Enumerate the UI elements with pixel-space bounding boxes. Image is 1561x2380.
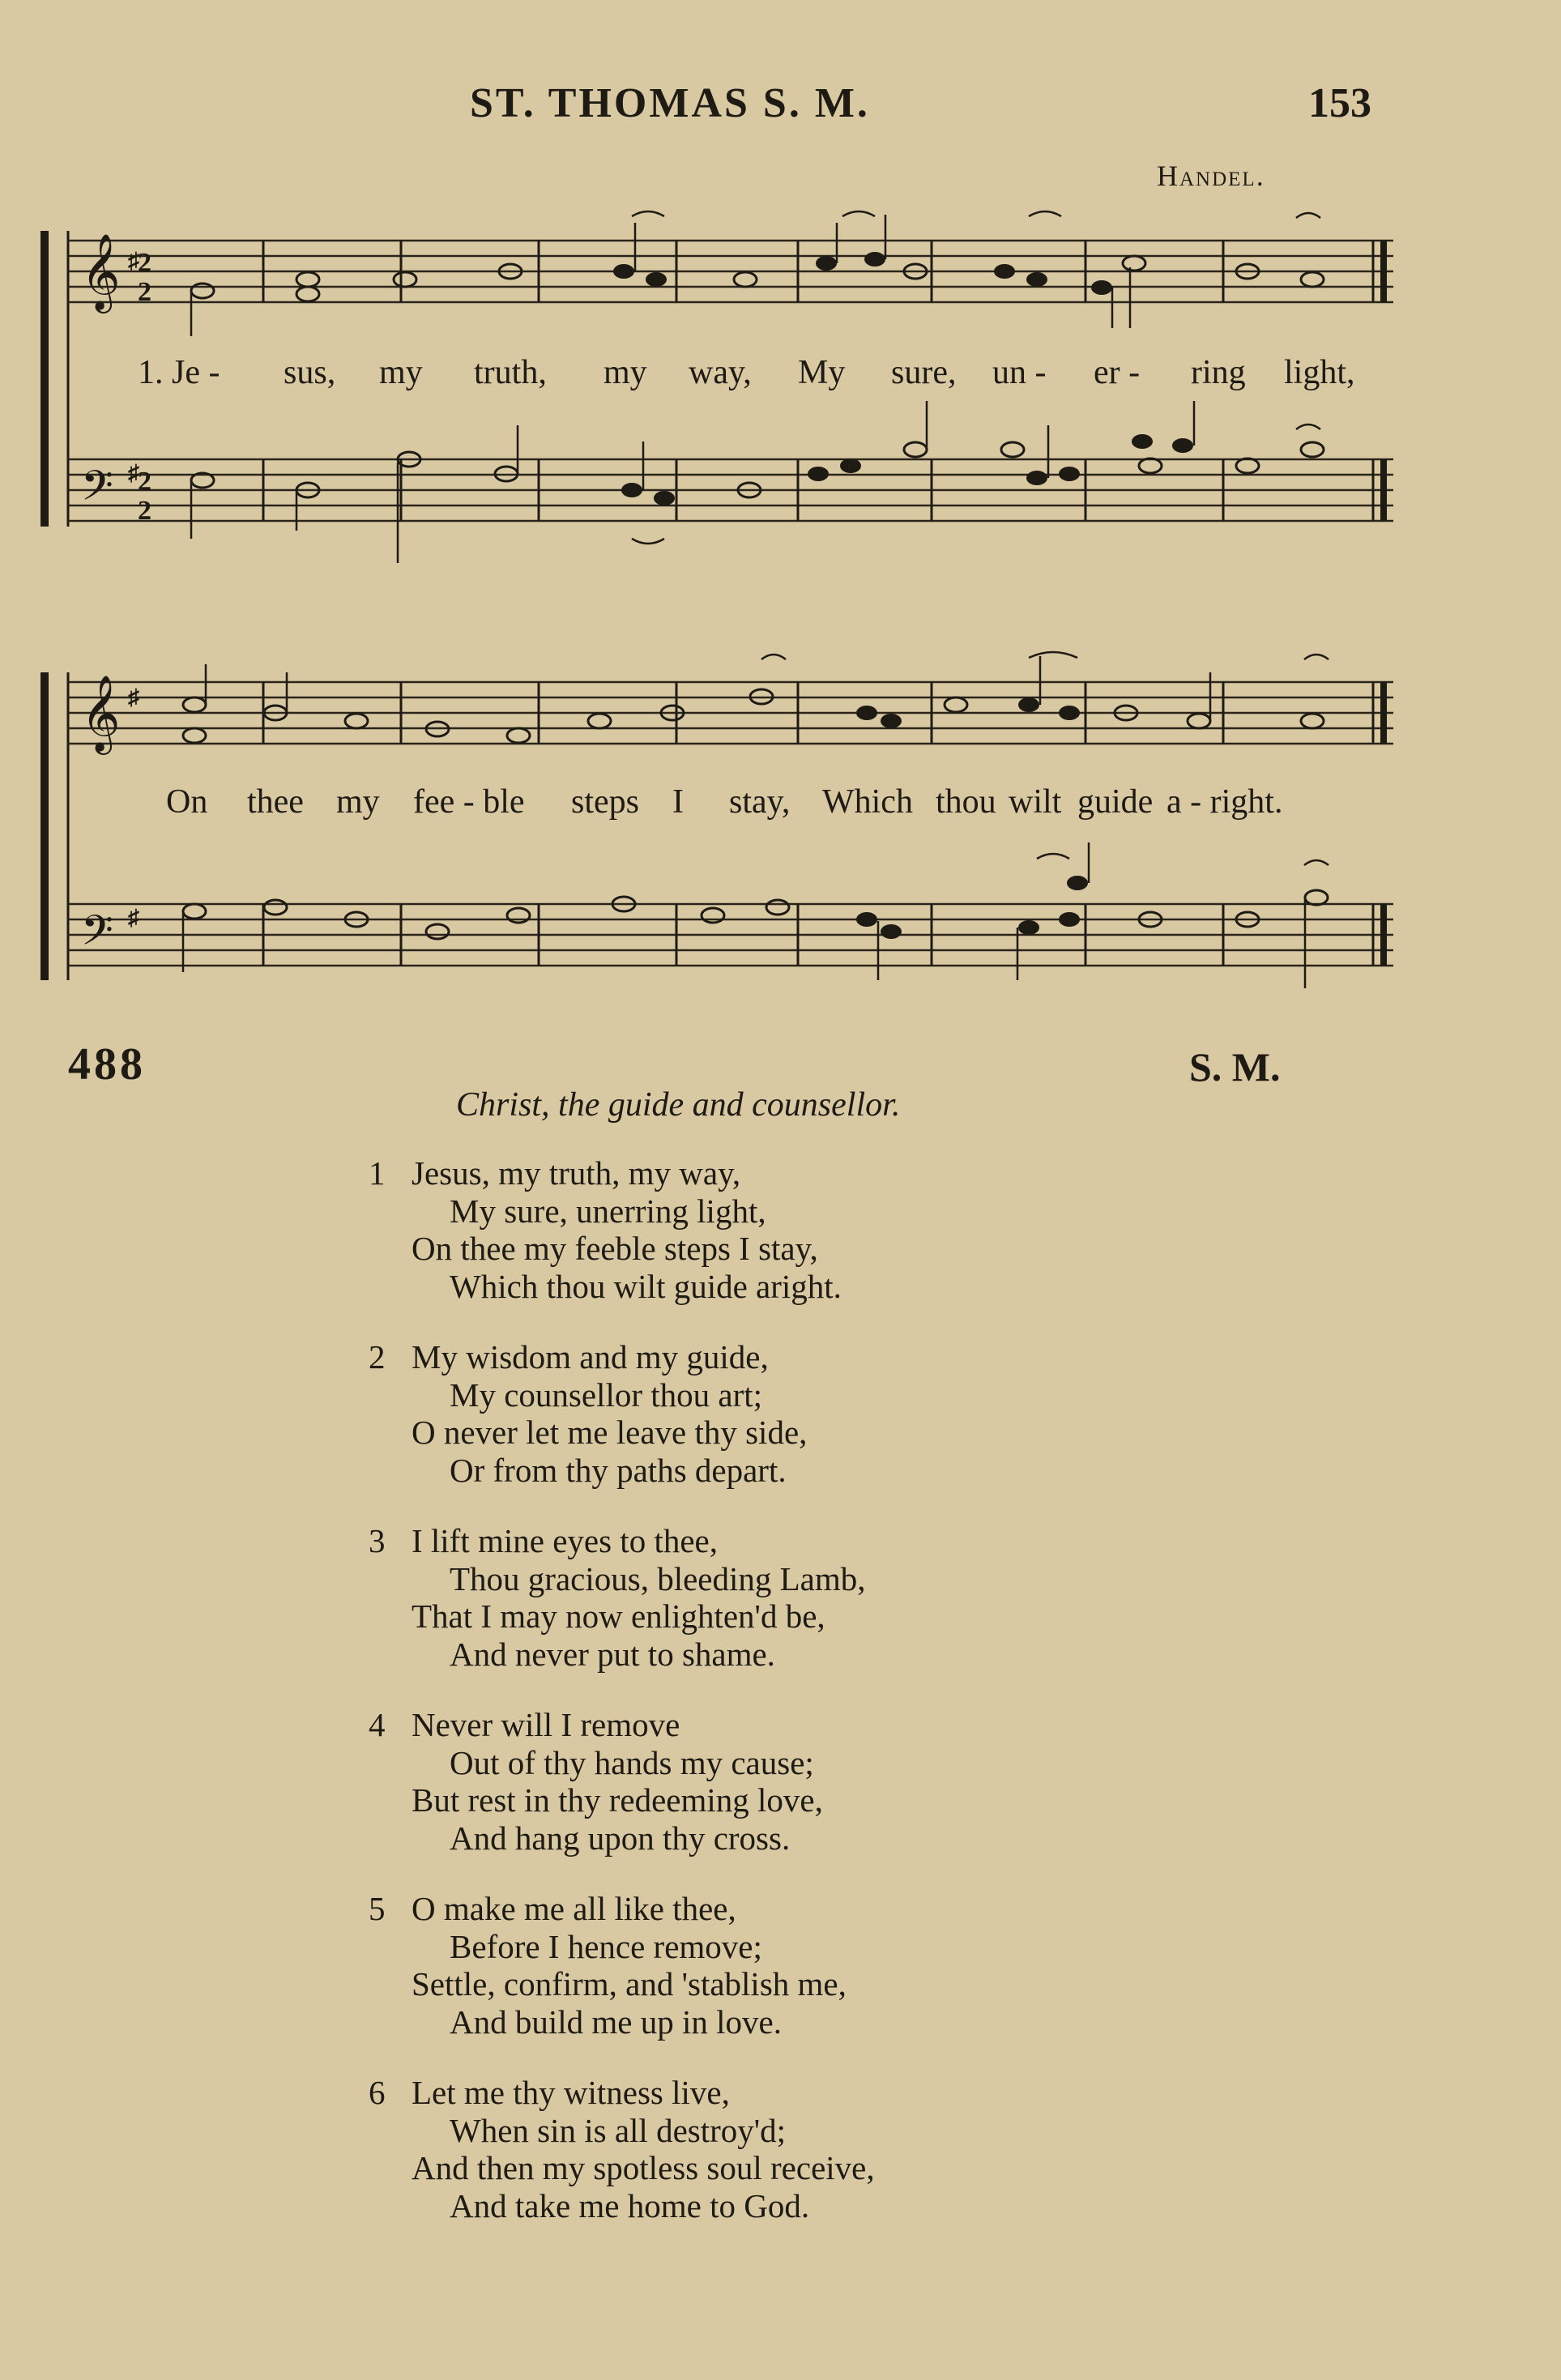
svg-text:sure,: sure, — [891, 354, 957, 391]
svg-text:On: On — [166, 783, 208, 821]
svg-text:fee - ble: fee - ble — [413, 783, 525, 821]
svg-text:♯: ♯ — [128, 685, 139, 710]
verse-line: And hang upon thy cross. — [450, 1819, 791, 1857]
svg-text:My: My — [798, 354, 846, 391]
music-system-1 — [32, 207, 1410, 587]
verse-line: And never put to shame. — [450, 1635, 775, 1673]
svg-text:light,: light, — [1284, 354, 1355, 391]
verse-line: Settle, confirm, and 'stablish me, — [412, 1965, 847, 2003]
verse-number: 3 — [369, 1522, 386, 1559]
verse-line: O make me all like thee, — [412, 1890, 736, 1927]
hymn-subtitle: Christ, the guide and counsellor. — [456, 1086, 901, 1124]
verse-line: My counsellor thou art; — [450, 1376, 763, 1414]
hymn-meter: S. M. — [1189, 1044, 1281, 1090]
svg-text:♯: ♯ — [128, 249, 139, 274]
verse-line: Never will I remove — [412, 1706, 680, 1743]
composer-credit: Handel. — [1157, 160, 1265, 192]
verse-number: 1 — [369, 1154, 386, 1192]
music-system-2 — [32, 640, 1410, 1004]
svg-text:♯: ♯ — [128, 461, 139, 486]
svg-text:thee: thee — [247, 783, 304, 821]
verse-line: Let me thy witness live, — [412, 2074, 730, 2111]
svg-text:steps: steps — [571, 783, 639, 821]
tune-title: ST. THOMAS S. M. — [470, 80, 870, 126]
verse-line: O never let me leave thy side, — [412, 1414, 808, 1451]
svg-text:𝄞: 𝄞 — [81, 235, 121, 309]
verse-number: 5 — [369, 1890, 386, 1927]
verse-line: Out of thy hands my cause; — [450, 1743, 814, 1781]
verse-line: My sure, unerring light, — [450, 1192, 766, 1230]
verse-line: Or from thy paths depart. — [450, 1451, 787, 1489]
svg-text:truth,: truth, — [474, 354, 547, 391]
svg-text:Which: Which — [822, 783, 913, 821]
svg-text:stay,: stay, — [729, 783, 791, 821]
svg-text:2: 2 — [138, 467, 151, 497]
svg-text:𝄢: 𝄢 — [81, 909, 113, 964]
svg-text:guide: guide — [1077, 783, 1154, 821]
verse-6 — [369, 2074, 1098, 2224]
svg-text:1. Je -: 1. Je - — [138, 354, 220, 391]
verse-number: 6 — [369, 2074, 386, 2111]
lyrics-line-2 — [166, 783, 1282, 821]
verse-line: When sin is all destroy'd; — [450, 2111, 787, 2149]
svg-text:sus,: sus, — [284, 354, 336, 391]
svg-text:thou: thou — [936, 783, 996, 821]
verse-line: But rest in thy redeeming love, — [412, 1781, 823, 1819]
verse-line: And then my spotless soul receive, — [412, 2149, 875, 2186]
verse-line: Before I hence remove; — [450, 1927, 762, 1965]
svg-text:𝄞: 𝄞 — [81, 676, 121, 750]
verse-line: And take me home to God. — [450, 2186, 810, 2224]
svg-text:wilt: wilt — [1009, 783, 1062, 821]
svg-text:♯: ♯ — [128, 906, 139, 931]
hymn-verses — [369, 1154, 1098, 2258]
verse-4 — [369, 1706, 1098, 1857]
staff-notation-2 — [32, 640, 1410, 1004]
staff-notation-1 — [32, 207, 1410, 587]
verse-5 — [369, 1890, 1098, 2041]
verse-number: 2 — [369, 1338, 386, 1376]
verse-line: I lift mine eyes to thee, — [412, 1522, 718, 1559]
verse-line: That I may now enlighten'd be, — [412, 1597, 825, 1635]
verse-line: My wisdom and my guide, — [412, 1338, 769, 1376]
hymn-number: 488 — [68, 1039, 146, 1090]
verse-line: On thee my feeble steps I stay, — [412, 1230, 818, 1267]
svg-text:2: 2 — [138, 248, 151, 278]
svg-text:er -: er - — [1094, 354, 1141, 391]
svg-text:my: my — [379, 354, 423, 391]
svg-text:ring: ring — [1191, 354, 1246, 391]
verse-2 — [369, 1338, 1098, 1489]
svg-text:my: my — [604, 354, 647, 391]
svg-text:my: my — [336, 783, 380, 821]
svg-text:𝄢: 𝄢 — [81, 464, 113, 519]
verse-line: And build me up in love. — [450, 2003, 782, 2041]
verse-line: Jesus, my truth, my way, — [412, 1154, 741, 1192]
verse-line: Thou gracious, bleeding Lamb, — [450, 1559, 866, 1597]
svg-text:2: 2 — [138, 277, 151, 307]
svg-text:un -: un - — [992, 354, 1047, 391]
svg-text:a - right.: a - right. — [1166, 783, 1283, 821]
page-number: 153 — [1308, 80, 1371, 126]
verse-line: Which thou wilt guide aright. — [450, 1267, 842, 1305]
svg-text:way,: way, — [689, 354, 752, 391]
verse-1 — [369, 1154, 1098, 1305]
verse-3 — [369, 1522, 1098, 1673]
svg-text:2: 2 — [138, 496, 151, 526]
svg-text:I: I — [672, 783, 684, 821]
lyrics-line-1 — [138, 354, 1355, 391]
verse-number: 4 — [369, 1706, 386, 1743]
